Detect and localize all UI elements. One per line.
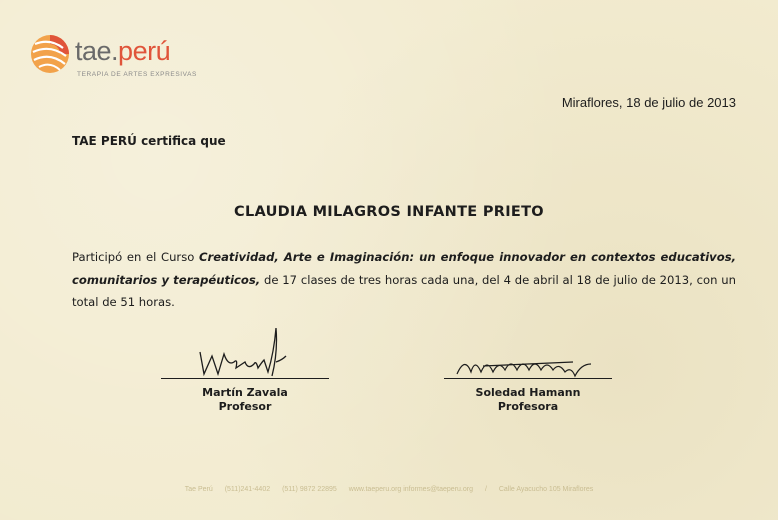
logo-brand-main: tae. bbox=[75, 36, 119, 66]
signature-block-left bbox=[160, 322, 330, 413]
signer-role-right: Profesora bbox=[497, 400, 559, 413]
tae-peru-logo bbox=[30, 34, 210, 84]
spiral-logo-icon bbox=[30, 34, 70, 74]
certifies-statement: TAE PERÚ certifica que bbox=[72, 134, 226, 148]
signature-line-right bbox=[444, 378, 612, 379]
signer-role-left: Profesor bbox=[218, 400, 272, 413]
body-intro: Participó en el Curso bbox=[72, 250, 200, 264]
footer-contact bbox=[0, 486, 778, 493]
footer-separator: / bbox=[484, 486, 487, 493]
certificate-date: Miraflores, 18 de julio de 2013 bbox=[561, 95, 736, 110]
footer-address: Calle Ayacucho 105 Miraflores bbox=[498, 486, 594, 493]
signer-name-right: Soledad Hamann bbox=[475, 386, 581, 399]
signature-line-left bbox=[161, 378, 329, 379]
logo-tagline: TERAPIA DE ARTES EXPRESIVAS bbox=[77, 71, 197, 78]
logo-brand-accent: perú bbox=[118, 36, 171, 66]
course-title: Creatividad, Arte e Imaginación: un enfoque innovador en contextos educativos, comunitarios y terapéuticos, bbox=[72, 250, 737, 287]
logo-wordmark bbox=[75, 36, 170, 67]
footer-org: Tae Perú bbox=[184, 486, 213, 493]
signature-block-right bbox=[443, 348, 613, 413]
certificate-body bbox=[72, 246, 736, 314]
body-details: de 17 clases de tres horas cada una, del 4 de abril al 18 de julio de 2013, con un total de 51 horas. bbox=[72, 272, 736, 309]
footer-phone-2: (511) 9872 22895 bbox=[282, 486, 337, 493]
handwritten-signature-hamann bbox=[453, 348, 603, 378]
signer-name-left: Martín Zavala bbox=[202, 386, 288, 399]
footer-web-email: www.taeperu.org informes@taeperu.org bbox=[348, 486, 473, 493]
recipient-name: CLAUDIA MILAGROS INFANTE PRIETO bbox=[234, 204, 544, 220]
footer-phone-1: (511)241-4402 bbox=[224, 486, 271, 493]
handwritten-signature-zavala bbox=[190, 322, 300, 378]
